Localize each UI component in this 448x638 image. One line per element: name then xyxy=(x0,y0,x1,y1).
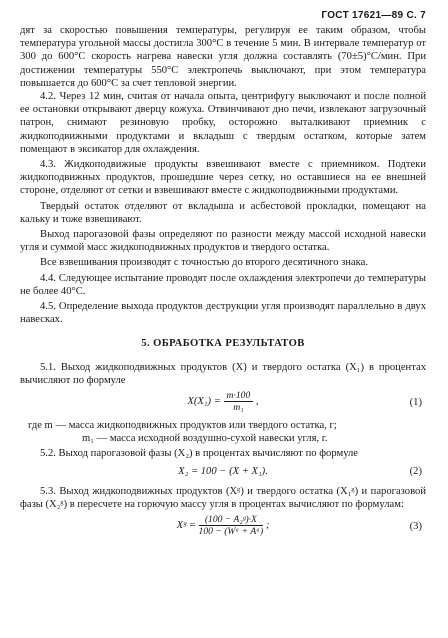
paragraph-solid-residue: Твердый остаток отделяют от вкладыша и асбестовой прокладки, помещают на кальку и тоже взвешивают. xyxy=(20,200,426,225)
formula-3-number: (3) xyxy=(409,521,422,533)
formula-3-tail: ; xyxy=(265,520,270,532)
paragraph-heating: дят за скоростью повышения температуры, регулируя ее таким образом, чтобы температура угольной массы достигла 300°С в течение 5 мин. В интервале температур от 300 до 600°С скорость нагрева навески угля должна составлять (70±5)°С/мин. При достижении температуры 550°С электропечь выключают, при этом температура повышается до 600°С за счет тепловой энергии. xyxy=(20,25,426,89)
formula-1-numerator: m·100 xyxy=(224,390,254,402)
formula-1-lhs: X(X₁) = xyxy=(187,395,221,407)
paragraph-5-2: 5.2. Выход парогазовой фазы (X₂) в процентах вычисляют по формуле xyxy=(40,448,359,460)
formula-3-denominator: 100 − (Wᵃ + Aᵃ) xyxy=(198,526,264,538)
formula-3-numerator: (100 − A₂ᵍ)·X xyxy=(199,514,264,526)
document-page xyxy=(20,8,426,543)
formula-3-lhs: Xᵍ = xyxy=(176,519,196,531)
page-header: ГОСТ 17621—89 С. 7 xyxy=(321,10,426,21)
definition-m: где m — масса жидкоподвижных продуктов или твердого остатка, г; xyxy=(28,420,337,432)
formula-2-expr: X₂ = 100 − (X + X₁). xyxy=(178,465,268,477)
formula-1-fraction xyxy=(224,390,254,413)
paragraph-4-4: 4.4. Следующее испытание проводят после охлаждения электропечи до температуры не более 40°С. xyxy=(20,272,426,297)
section-heading: 5. ОБРАБОТКА РЕЗУЛЬТАТОВ xyxy=(141,338,305,350)
paragraph-5-1: 5.1. Выход жидкоподвижных продуктов (X) и твердого остатка (X₁) в процентах вычисляют по формуле xyxy=(20,361,426,386)
formula-3-fraction xyxy=(199,514,264,537)
paragraph-4-3: 4.3. Жидкоподвижные продукты взвешивают вместе с приемником. Подтеки жидкоподвижных продуктов, прошедшие через сетку, но оставшиеся на ее внешней стороне, отделяют от сетки и взвешивают вместе с жидкоподвижными продуктами. xyxy=(20,159,426,197)
formula-1-number: (1) xyxy=(409,397,422,409)
formula-2-number: (2) xyxy=(409,465,422,477)
definition-m1: m₁ — масса исходной воздушно-сухой навески угля, г. xyxy=(82,433,328,445)
paragraph-5-3: 5.3. Выход жидкоподвижных продуктов (Xᵍ) и твердого остатка (X₁ᵍ) и парогазовой фазы (X₂ᵍ) в пересчете на горючую массу угля в процентах вычисляют по формулам: xyxy=(20,485,426,510)
formula-1: X(X₁) = $\frac{m\cdot 100}{\text{m₁}}$ , (1) xyxy=(187,390,422,414)
paragraph-4-2: 4.2. Через 12 мин, считая от начала опыта, центрифугу выключают и после полной ее остановки открывают дверцу кожуха. Отвинчивают дно печи, извлекают загрузочный патрон, снимают резиновую пробку, осторожно выталкивают приемник с жидкоподвижными продуктами и вкладыш с твердым остатком, которые затем помещают в эксикатор для охлаждения. xyxy=(20,91,426,155)
paragraph-4-5: 4.5. Определение выхода продуктов деструкции угля производят параллельно в двух навесках. xyxy=(20,301,426,326)
paragraph-gas-phase: Выход парогазовой фазы определяют по разности между массой исходной навески угля и суммой масс жидкоподвижных продуктов и твердого остатка. xyxy=(20,229,426,254)
formula-2 xyxy=(20,465,426,481)
formula-3 xyxy=(20,514,426,540)
formula-1-denominator: m₁ xyxy=(233,402,244,414)
paragraph-weighing: Все взвешивания производят с точностью до второго десятичного знака. xyxy=(40,257,368,269)
